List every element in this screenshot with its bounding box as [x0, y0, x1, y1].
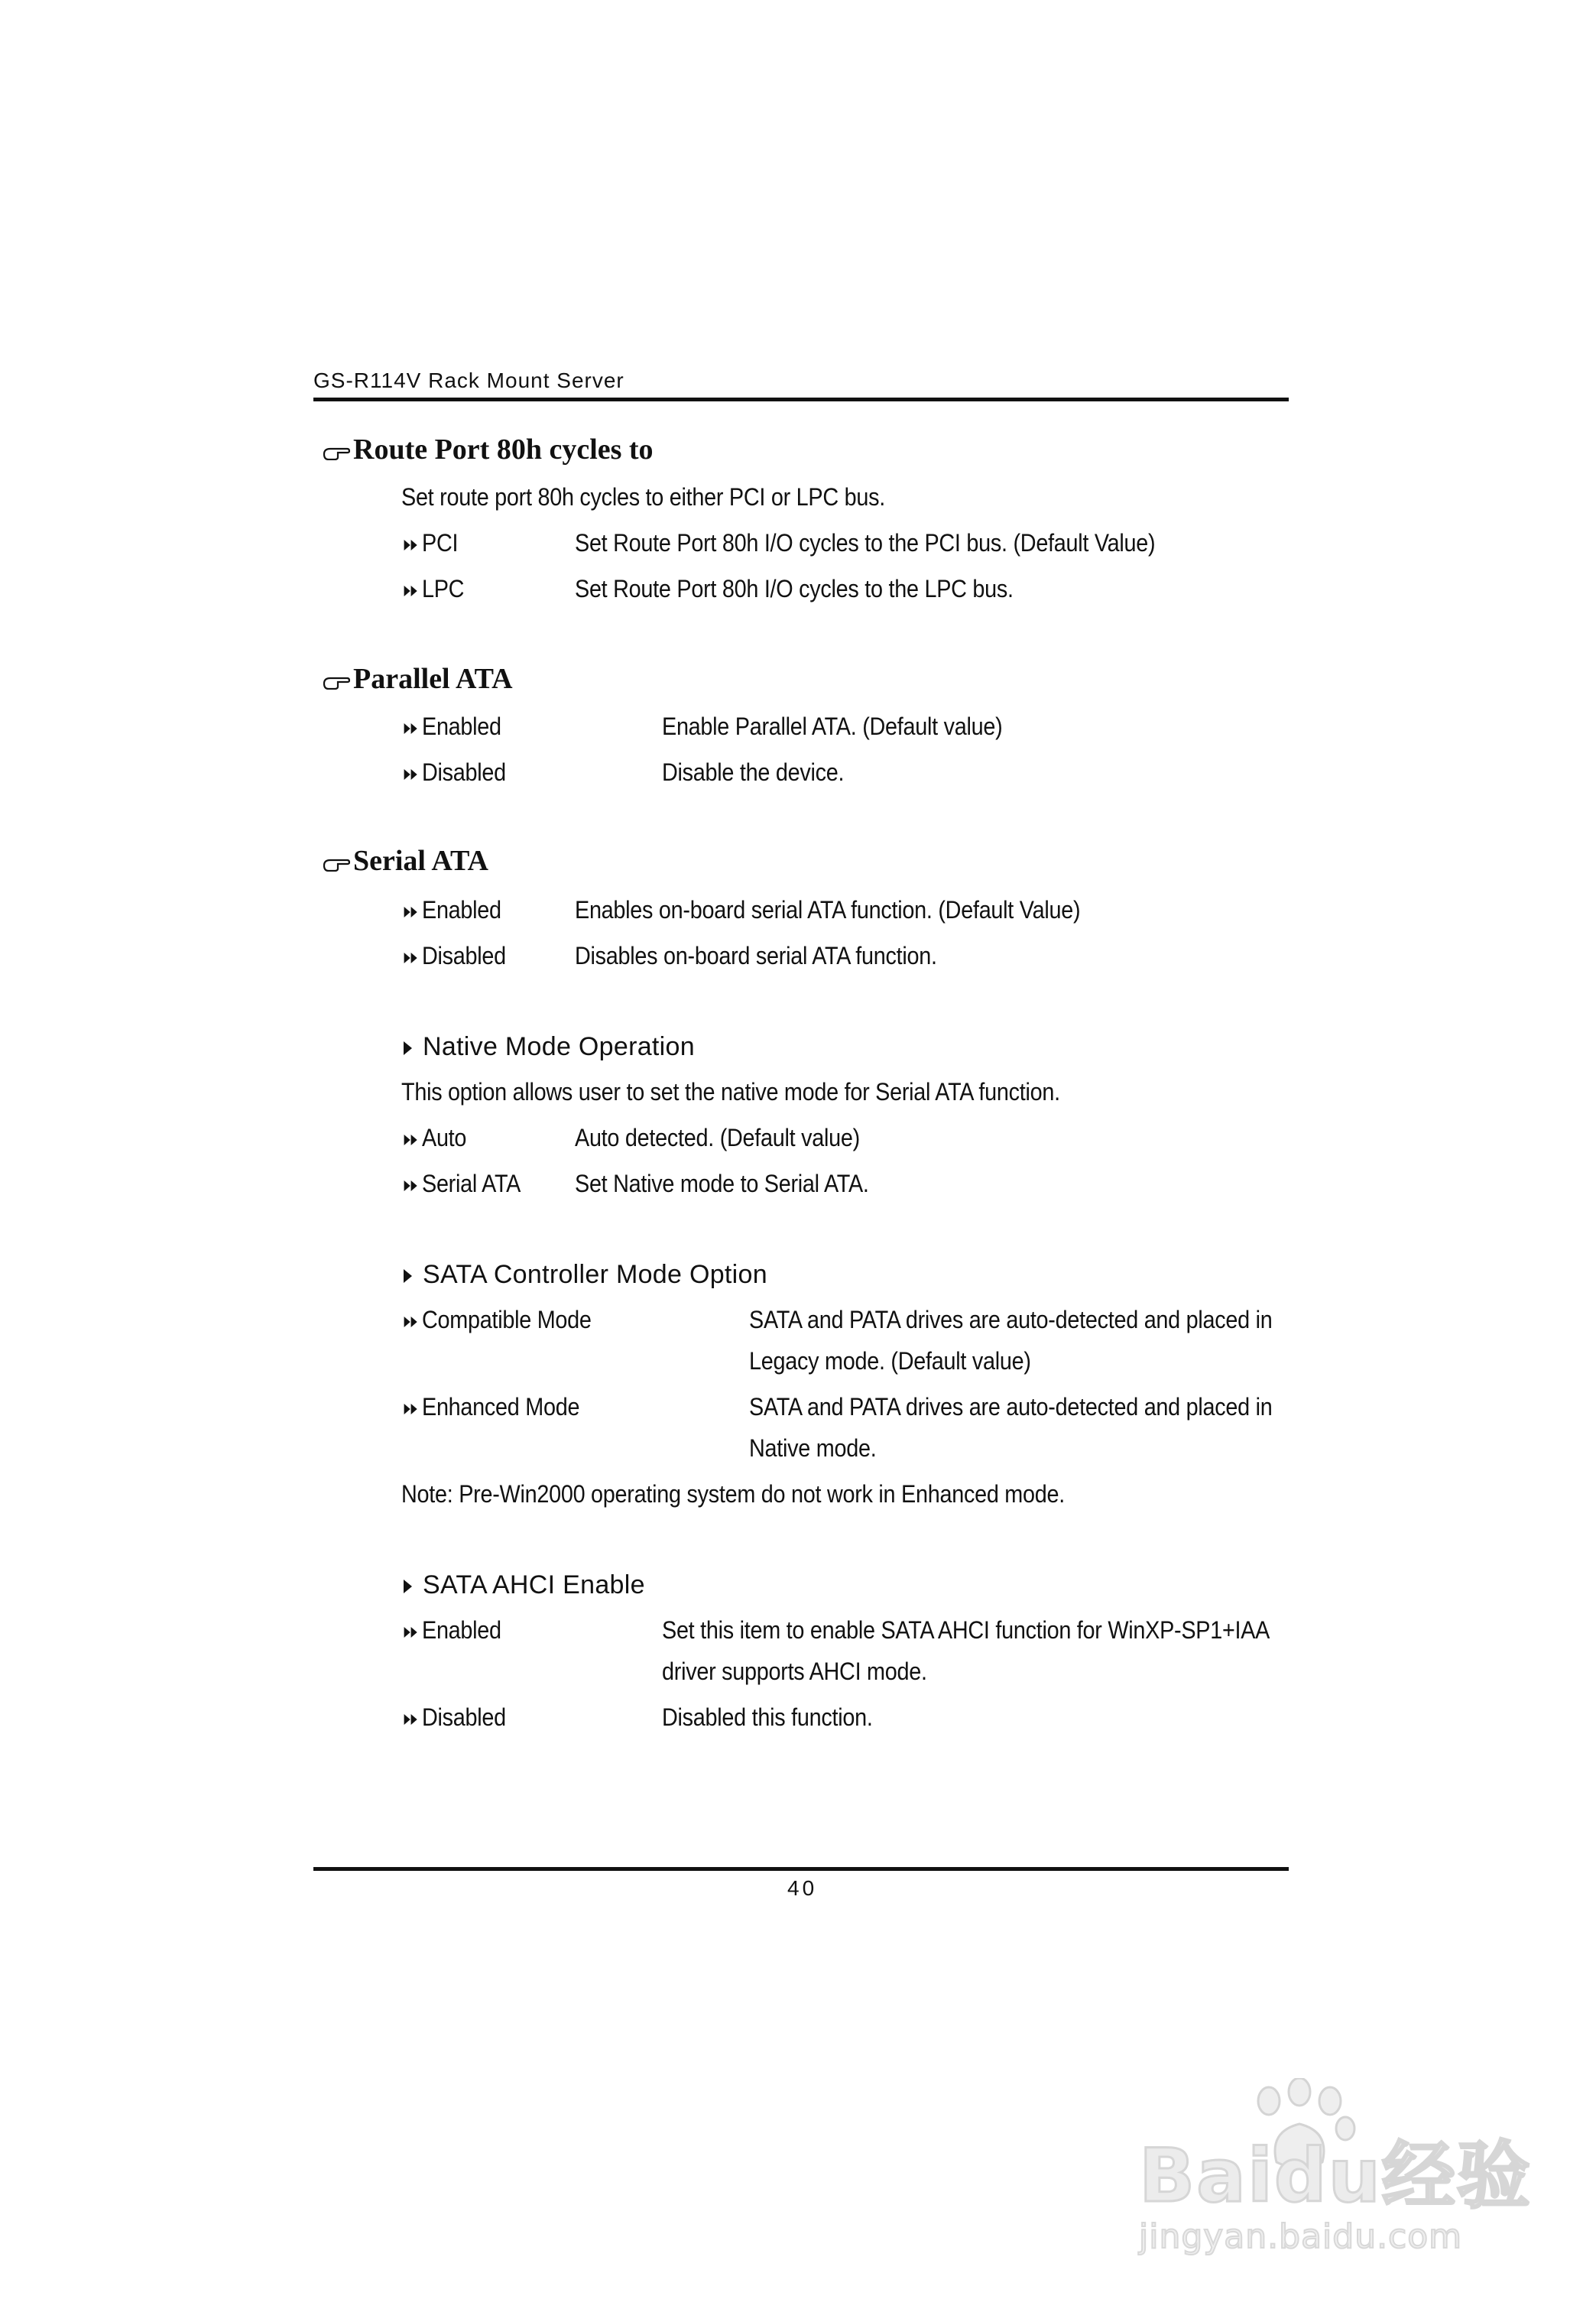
section-title-serial-ata	[323, 844, 488, 878]
option-row	[401, 1616, 501, 1645]
option-label: Serial ATA	[422, 1170, 521, 1197]
option-label: Disabled	[422, 758, 506, 786]
option-text: Set Native mode to Serial ATA.	[575, 1170, 869, 1197]
option-text: Disables on-board serial ATA function.	[575, 942, 937, 969]
footer-rule	[313, 1867, 1289, 1871]
pointing-hand-icon	[323, 673, 350, 690]
pointing-hand-icon	[323, 443, 350, 460]
option-label: Enabled	[422, 1616, 501, 1644]
option-label: PCI	[422, 529, 459, 557]
section-title-route-port	[323, 433, 654, 466]
subsection-title-text: Native Mode Operation	[423, 1032, 695, 1061]
option-text-continued: driver supports AHCI mode.	[662, 1658, 927, 1685]
subsection-title-text: SATA AHCI Enable	[423, 1570, 645, 1599]
watermark-logo-text: Baidu经验	[1139, 2133, 1532, 2219]
watermark-url: jingyan.baidu.com	[1139, 2217, 1463, 2256]
option-row	[401, 758, 506, 787]
subsection-title-sata-ahci	[401, 1570, 645, 1600]
triangle-right-icon	[401, 1577, 414, 1596]
double-arrow-bullet-icon	[401, 1132, 420, 1148]
double-arrow-bullet-icon	[401, 583, 420, 599]
section-title-text: Serial ATA	[353, 845, 488, 877]
option-text: Disabled this function.	[662, 1703, 873, 1731]
running-header: GS-R114V Rack Mount Server	[313, 369, 624, 392]
native-mode-desc: This option allows user to set the native mode for Serial ATA function.	[401, 1078, 1060, 1106]
header-rule	[313, 398, 1289, 401]
option-row	[401, 942, 506, 970]
subsection-title-native-mode	[401, 1032, 695, 1062]
double-arrow-bullet-icon	[401, 1314, 420, 1330]
option-label: Disabled	[422, 1703, 506, 1731]
section-title-text: Route Port 80h cycles to	[353, 434, 654, 466]
option-text: SATA and PATA drives are auto-detected and placed in	[749, 1393, 1273, 1421]
option-row	[401, 1393, 579, 1421]
option-label: Auto	[422, 1124, 467, 1151]
subsection-title-text: SATA Controller Mode Option	[423, 1260, 767, 1289]
note: Note: Pre-Win2000 operating system do not work in Enhanced mode.	[401, 1480, 1066, 1508]
double-arrow-bullet-icon	[401, 904, 420, 920]
triangle-right-icon	[401, 1267, 414, 1285]
option-label: Compatible Mode	[422, 1306, 592, 1333]
option-text-continued: Legacy mode. (Default value)	[749, 1347, 1031, 1375]
double-arrow-bullet-icon	[401, 1178, 420, 1193]
section-title-text: Parallel ATA	[353, 663, 513, 695]
option-label: LPC	[422, 575, 465, 602]
double-arrow-bullet-icon	[401, 721, 420, 736]
route-port-desc: Set route port 80h cycles to either PCI or LPC bus.	[401, 483, 885, 511]
option-text: SATA and PATA drives are auto-detected and placed in	[749, 1306, 1273, 1333]
double-arrow-bullet-icon	[401, 950, 420, 966]
option-text: Set Route Port 80h I/O cycles to the PCI bus. (Default Value)	[575, 529, 1156, 557]
option-row	[401, 529, 458, 557]
option-row	[401, 1703, 506, 1732]
option-text-continued: Native mode.	[749, 1434, 877, 1462]
option-row	[401, 1170, 521, 1198]
option-row	[401, 896, 501, 924]
triangle-right-icon	[401, 1039, 414, 1057]
double-arrow-bullet-icon	[401, 1712, 420, 1727]
subsection-title-sata-controller	[401, 1260, 767, 1290]
double-arrow-bullet-icon	[401, 537, 420, 553]
section-title-parallel-ata	[323, 662, 513, 696]
option-text: Enable Parallel ATA. (Default value)	[662, 713, 1003, 740]
option-row	[401, 1306, 592, 1334]
option-text: Auto detected. (Default value)	[575, 1124, 860, 1151]
option-row	[401, 713, 501, 741]
page-number: 40	[787, 1876, 818, 1900]
option-text: Enables on-board serial ATA function. (Default Value)	[575, 896, 1081, 924]
option-row	[401, 1124, 466, 1152]
option-text: Set Route Port 80h I/O cycles to the LPC bus.	[575, 575, 1014, 602]
double-arrow-bullet-icon	[401, 1401, 420, 1417]
option-label: Enabled	[422, 896, 501, 924]
double-arrow-bullet-icon	[401, 1625, 420, 1640]
pointing-hand-icon	[323, 855, 350, 872]
option-label: Enabled	[422, 713, 501, 740]
option-text: Disable the device.	[662, 758, 845, 786]
option-text: Set this item to enable SATA AHCI function for WinXP-SP1+IAA	[662, 1616, 1270, 1644]
double-arrow-bullet-icon	[401, 767, 420, 782]
option-label: Disabled	[422, 942, 506, 969]
option-row	[401, 575, 464, 603]
option-label: Enhanced Mode	[422, 1393, 580, 1421]
